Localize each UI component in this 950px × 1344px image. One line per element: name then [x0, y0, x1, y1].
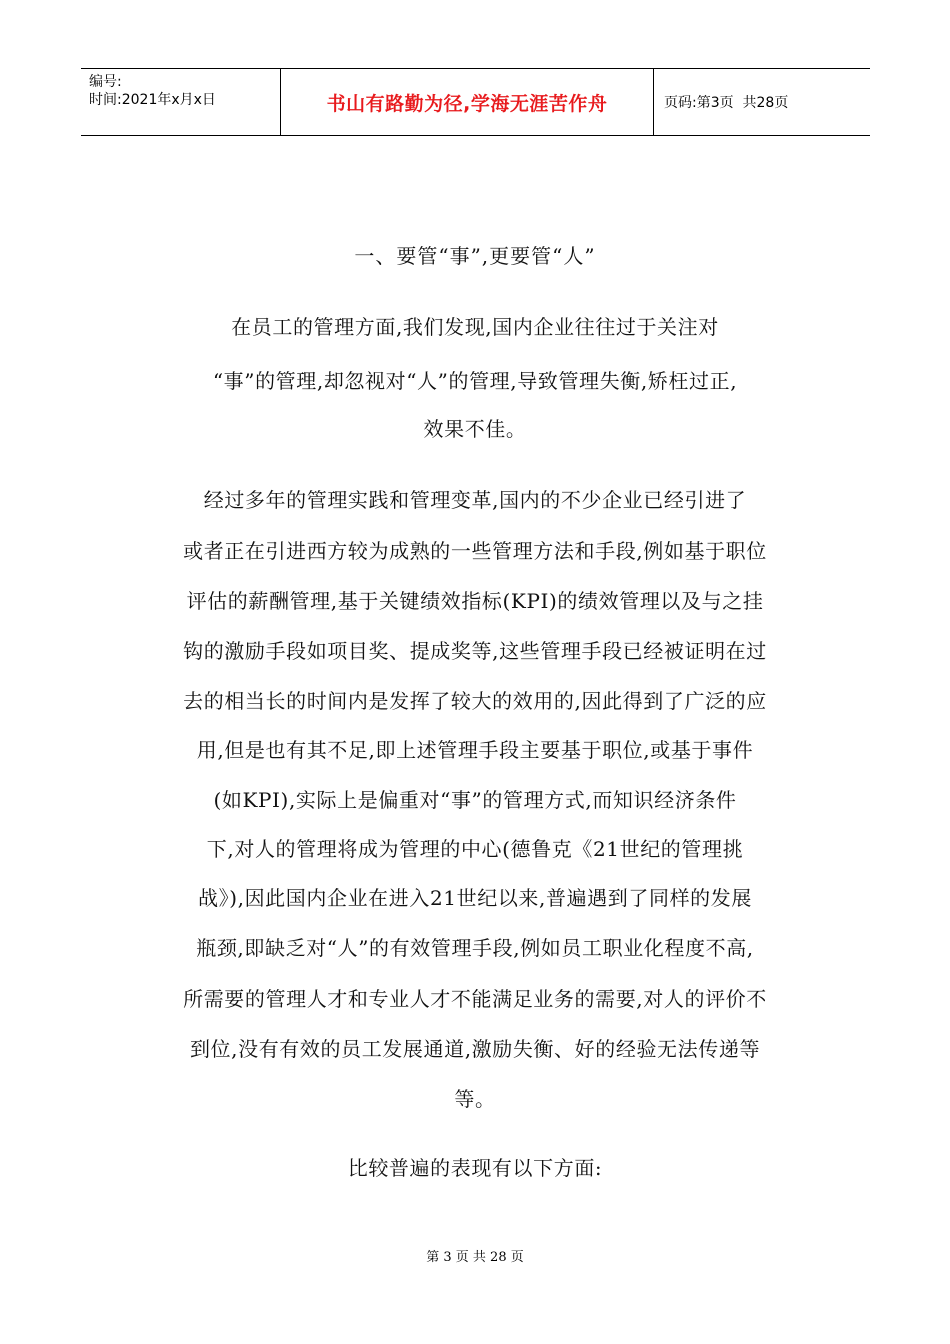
page-footer: 第 3 页 共 28 页	[426, 1250, 524, 1265]
paragraph-line: 所需要的管理人才和专业人才不能满足业务的需要,对人的评价不	[183, 987, 767, 1011]
paragraph-line: 等。	[454, 1087, 496, 1111]
page-header	[81, 68, 870, 136]
paragraph-line: 在员工的管理方面,我们发现,国内企业往往过于关注对	[231, 315, 719, 339]
header-motto-cell	[281, 69, 654, 135]
paragraph-line: 用,但是也有其不足,即上述管理手段主要基于职位,或基于事件	[196, 738, 754, 762]
section-title: 一、要管“事”,更要管“人”	[354, 244, 596, 268]
paragraph-line: 效果不佳。	[423, 417, 527, 441]
document-number-label: 编号:	[89, 74, 122, 90]
header-motto: 书山有路勤为径,学海无涯苦作舟	[326, 92, 608, 115]
paragraph-line: (如KPI),实际上是偏重对“事”的管理方式,而知识经济条件	[213, 788, 737, 812]
document-time-label: 时间:2021年x月x日	[89, 92, 216, 108]
paragraph-line: 瓶颈,即缺乏对“人”的有效管理手段,例如员工职业化程度不高,	[196, 936, 754, 960]
header-meta-cell	[81, 69, 281, 135]
paragraph-line: 经过多年的管理实践和管理变革,国内的不少企业已经引进了	[203, 488, 747, 512]
header-page-cell	[654, 69, 870, 135]
paragraph-line: 或者正在引进西方较为成熟的一些管理方法和手段,例如基于职位	[183, 539, 767, 563]
paragraph-line: 钩的激励手段如项目奖、提成奖等,这些管理手段已经被证明在过	[183, 639, 767, 663]
paragraph-line: 比较普遍的表现有以下方面:	[347, 1156, 603, 1180]
header-page-info: 页码:第3页 共28页	[664, 95, 789, 111]
paragraph-line: 去的相当长的时间内是发挥了较大的效用的,因此得到了广泛的应	[183, 689, 767, 713]
paragraph-line: “事”的管理,却忽视对“人”的管理,导致管理失衡,矫枉过正,	[212, 369, 738, 393]
paragraph-line: 下,对人的管理将成为管理的中心(德鲁克《21世纪的管理挑	[206, 837, 744, 861]
paragraph-line: 评估的薪酬管理,基于关键绩效指标(KPI)的绩效管理以及与之挂	[186, 589, 764, 613]
paragraph-line: 战》),因此国内企业在进入21世纪以来,普遍遇到了同样的发展	[198, 886, 752, 910]
paragraph-line: 到位,没有有效的员工发展通道,激励失衡、好的经验无法传递等	[189, 1037, 761, 1061]
